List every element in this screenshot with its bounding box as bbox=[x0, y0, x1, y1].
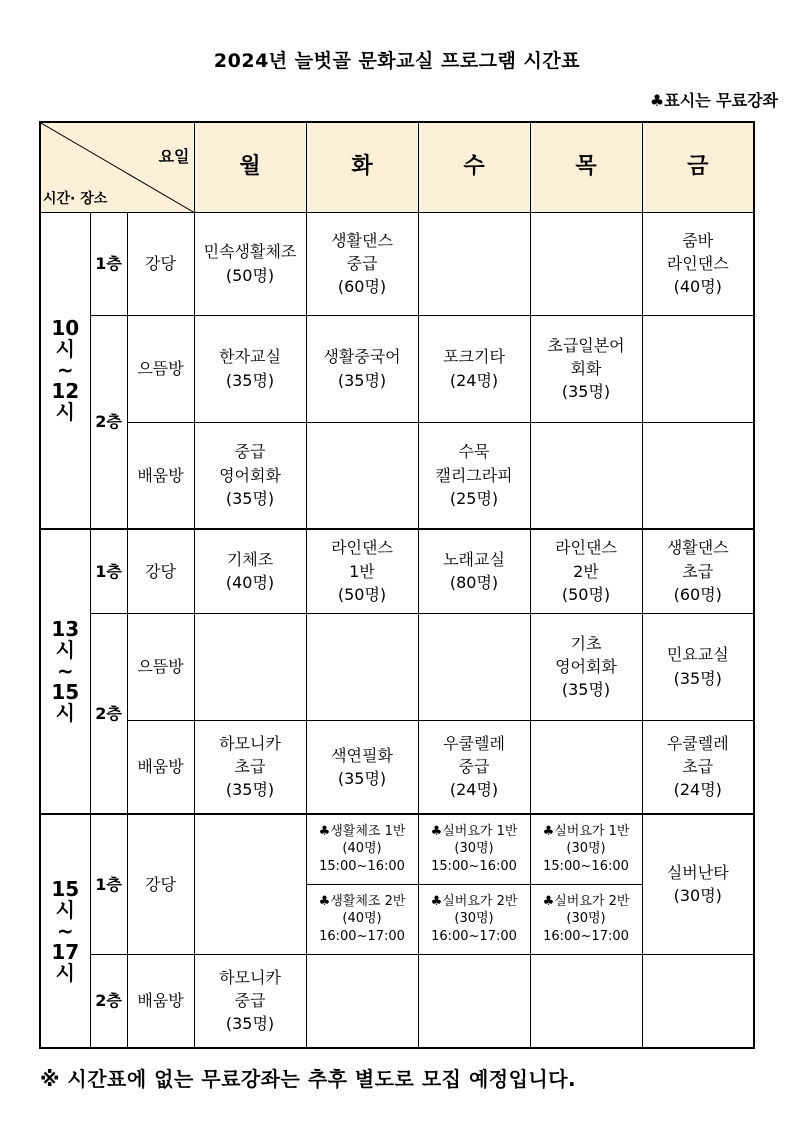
row-t1-gangdang bbox=[40, 212, 754, 315]
corner-cell bbox=[40, 122, 194, 212]
course-cell: 중급 영어회화 (35명) bbox=[194, 422, 306, 529]
course-cell: 라인댄스 2반 (50명) bbox=[530, 529, 642, 613]
room-gangdang: 강당 bbox=[127, 814, 194, 954]
day-tue: 화 bbox=[306, 122, 418, 212]
day-mon: 월 bbox=[194, 122, 306, 212]
empty-cell bbox=[306, 954, 418, 1048]
course-cell: 생활댄스 중급 (60명) bbox=[306, 212, 418, 315]
course-cell-free: ♣실버요가 2반 (30명) 16:00~17:00 bbox=[418, 884, 530, 954]
day-wed: 수 bbox=[418, 122, 530, 212]
course-cell-free: ♣실버요가 2반 (30명) 16:00~17:00 bbox=[530, 884, 642, 954]
course-cell: 민속생활체조 (50명) bbox=[194, 212, 306, 315]
schedule-table bbox=[39, 121, 755, 1049]
empty-cell bbox=[642, 315, 754, 422]
day-fri: 금 bbox=[642, 122, 754, 212]
row-t3-gangdang-a bbox=[40, 814, 754, 884]
time-place-label: 시간· 장소 bbox=[43, 191, 108, 208]
day-thu: 목 bbox=[530, 122, 642, 212]
course-cell: 우쿨렐레 중급 (24명) bbox=[418, 720, 530, 814]
empty-cell bbox=[306, 613, 418, 720]
course-cell: 생활중국어 (35명) bbox=[306, 315, 418, 422]
course-cell-free: ♣생활체조 2반 (40명) 16:00~17:00 bbox=[306, 884, 418, 954]
empty-cell bbox=[530, 720, 642, 814]
room-baeum: 배움방 bbox=[127, 954, 194, 1048]
course-cell: 수묵 캘리그라피 (25명) bbox=[418, 422, 530, 529]
room-eutteum: 으뜸방 bbox=[127, 315, 194, 422]
room-gangdang: 강당 bbox=[127, 212, 194, 315]
course-cell: 기초 영어회화 (35명) bbox=[530, 613, 642, 720]
course-cell-free: ♣생활체조 1반 (40명) 15:00~16:00 bbox=[306, 814, 418, 884]
course-cell: 색연필화 (35명) bbox=[306, 720, 418, 814]
floor-1: 1층 bbox=[90, 212, 127, 315]
floor-1: 1층 bbox=[90, 529, 127, 613]
floor-2: 2층 bbox=[90, 315, 127, 529]
course-cell: 우쿨렐레 초급 (24명) bbox=[642, 720, 754, 814]
time-slot-15-17: 15 시 ~ 17 시 bbox=[40, 814, 90, 1048]
course-cell: 기체조 (40명) bbox=[194, 529, 306, 613]
course-cell: 한자교실 (35명) bbox=[194, 315, 306, 422]
row-t2-baeum bbox=[40, 720, 754, 814]
room-baeum: 배움방 bbox=[127, 422, 194, 529]
course-cell: 생활댄스 초급 (60명) bbox=[642, 529, 754, 613]
room-gangdang: 강당 bbox=[127, 529, 194, 613]
empty-cell bbox=[530, 422, 642, 529]
empty-cell bbox=[194, 613, 306, 720]
floor-2: 2층 bbox=[90, 613, 127, 814]
empty-cell bbox=[642, 954, 754, 1048]
floor-2: 2층 bbox=[90, 954, 127, 1048]
row-t1-baeum bbox=[40, 422, 754, 529]
course-cell: 하모니카 초급 (35명) bbox=[194, 720, 306, 814]
free-course-note: ♣표시는 무료강좌 bbox=[649, 91, 778, 110]
course-cell: 줌바 라인댄스 (40명) bbox=[642, 212, 754, 315]
course-cell: 초급일본어 회화 (35명) bbox=[530, 315, 642, 422]
empty-cell bbox=[194, 814, 306, 954]
empty-cell bbox=[530, 954, 642, 1048]
course-cell-free: ♣실버요가 1반 (30명) 15:00~16:00 bbox=[418, 814, 530, 884]
footer-note: ※ 시간표에 없는 무료강좌는 추후 별도로 모집 예정입니다. bbox=[40, 1067, 577, 1091]
time-slot-10-12: 10 시 ~ 12 시 bbox=[40, 212, 90, 529]
course-cell-free: ♣실버요가 1반 (30명) 15:00~16:00 bbox=[530, 814, 642, 884]
empty-cell bbox=[418, 954, 530, 1048]
course-cell: 포크기타 (24명) bbox=[418, 315, 530, 422]
empty-cell bbox=[642, 422, 754, 529]
empty-cell bbox=[530, 212, 642, 315]
yoil-label: 요일 bbox=[158, 147, 190, 166]
row-t1-eutteum bbox=[40, 315, 754, 422]
empty-cell bbox=[418, 613, 530, 720]
time-slot-13-15: 13 시 ~ 15 시 bbox=[40, 529, 90, 814]
header-row bbox=[40, 122, 754, 212]
course-cell: 민요교실 (35명) bbox=[642, 613, 754, 720]
course-cell: 실버난타 (30명) bbox=[642, 814, 754, 954]
empty-cell bbox=[418, 212, 530, 315]
course-cell: 노래교실 (80명) bbox=[418, 529, 530, 613]
room-baeum: 배움방 bbox=[127, 720, 194, 814]
page-title: 2024년 늘벗골 문화교실 프로그램 시간표 bbox=[213, 50, 581, 72]
empty-cell bbox=[306, 422, 418, 529]
row-t2-gangdang bbox=[40, 529, 754, 613]
course-cell: 라인댄스 1반 (50명) bbox=[306, 529, 418, 613]
row-t3-baeum bbox=[40, 954, 754, 1048]
floor-1: 1층 bbox=[90, 814, 127, 954]
course-cell: 하모니카 중급 (35명) bbox=[194, 954, 306, 1048]
room-eutteum: 으뜸방 bbox=[127, 613, 194, 720]
row-t2-eutteum bbox=[40, 613, 754, 720]
